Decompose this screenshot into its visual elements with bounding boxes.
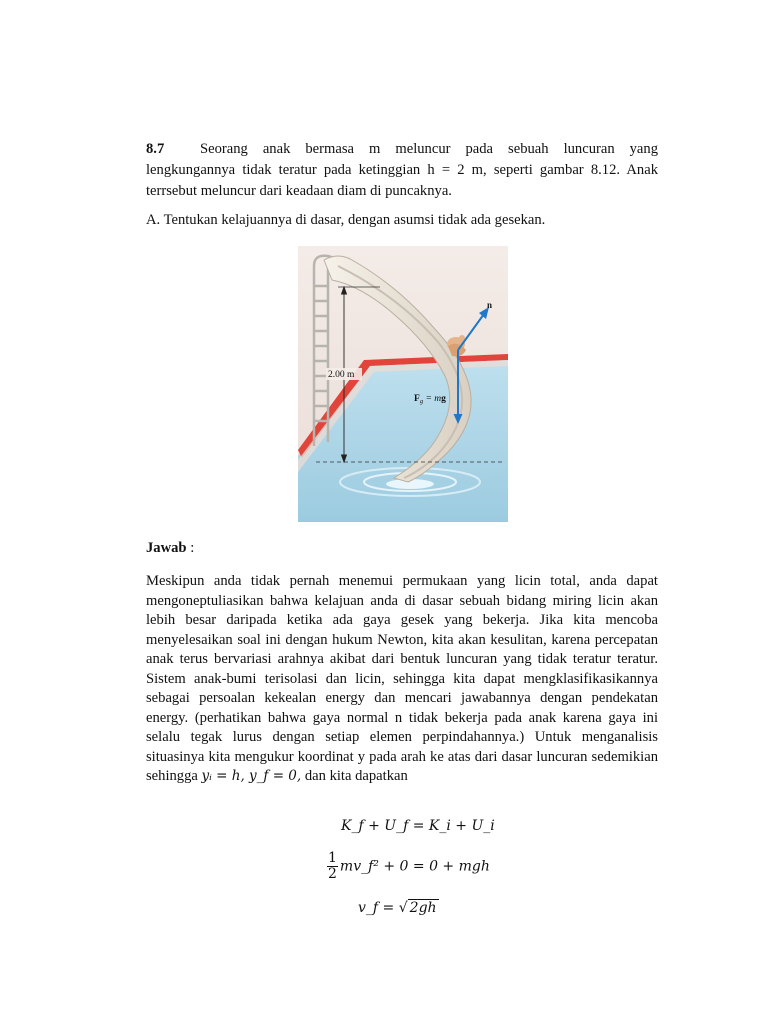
gravity-force-label: $F_g$ = mg [414, 394, 446, 405]
inline-math: yᵢ = h, y_f = 0, [201, 768, 302, 784]
answer-body-text: Meskipun anda tidak pernah menemui permukaan yang licin total, anda dapat mengoneptuliasikan bahwa kelajuan anda di dasar sebuah bidang miring licin akan lebih besar daripada ketika ada gaya gesek yang bekerja. Jika kita mencoba menyelesaikan soal ini dengan hukum Newton, kita akan kesulitan, karena percepatan anak terus bervariasi arahnya akibat dari bentuk luncuran yang tidak teratur teratur. Sistem anak-bumi terisolasi dan licin, sehingga kita dapat mengklasifikasikannya sebagai persoalan kekealan energy dan mencari jawabannya dengan pendekatan energy. (perhatikan bahwa gaya normal n tidak bekerja pada anak karena gaya ini selalu tegak lurus dengan setiap elemen perpindahannya.) Untuk menganalisis situasinya kita mengukur koordinat y pada arah ke atas dari dasar luncuran sedemikian sehingga [146, 573, 658, 784]
sqrt-sign: √ [398, 900, 408, 916]
fraction-denominator: 2 [328, 866, 337, 882]
height-label: 2.00 m [328, 370, 355, 380]
problem-number: 8.7 [146, 141, 165, 157]
slide-figure [298, 246, 508, 522]
problem-text: Seorang anak bermasa m meluncur pada sebuah luncuran yang lengkungannya tidak teratur pada ketinggian h = 2 m, seperti gambar 8.12. Anak terrsebut meluncur dari keadaan diam di puncaknya. [146, 141, 658, 199]
equation-energy-conservation: K_f + U_f = K_i + U_i [341, 818, 495, 834]
question-a: A. Tentukan kelajuannya di dasar, dengan asumsi tidak ada gesekan. [146, 212, 546, 228]
answer-heading-suffix: : [186, 540, 195, 556]
equation-final-left: v_f = [358, 900, 399, 916]
equation-final-velocity [358, 899, 439, 916]
equation-substituted-rest: mv_f² + 0 = 0 + mgh [339, 858, 490, 875]
answer-body [146, 572, 658, 787]
equation-substituted [327, 851, 490, 882]
normal-force-label: n [487, 300, 493, 310]
sqrt-argument: 2gh [409, 900, 437, 916]
answer-heading-label: Jawab [146, 540, 187, 556]
problem-statement [146, 139, 658, 202]
answer-body-end: dan kita dapatkan [301, 768, 408, 784]
fraction-numerator: 1 [328, 850, 337, 866]
fraction-half [327, 851, 338, 882]
answer-heading [146, 540, 194, 557]
